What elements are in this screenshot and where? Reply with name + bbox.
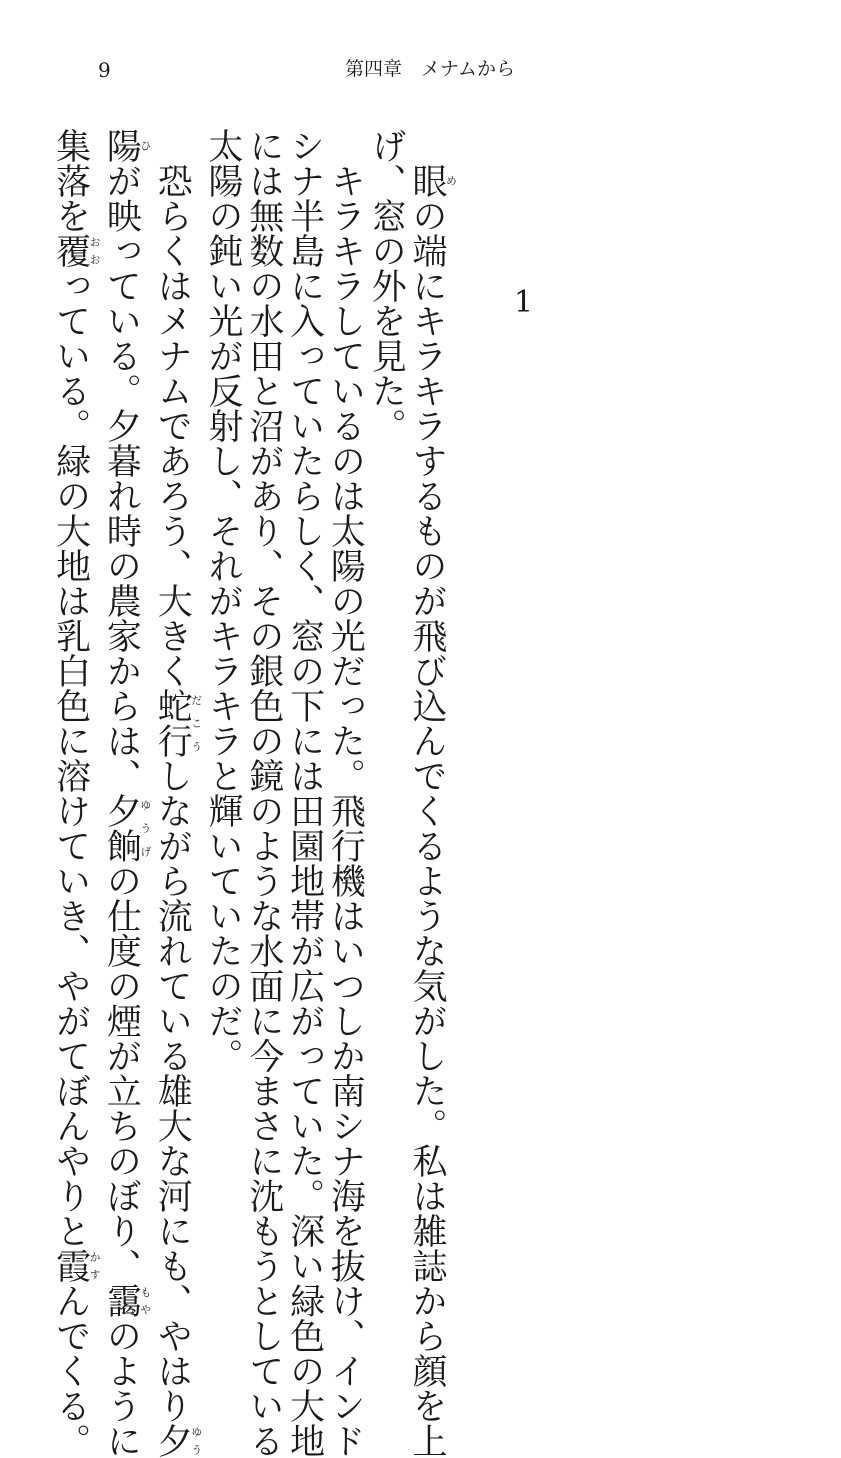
text-line: しながら流れている雄大な河にも、やはり — [152, 758, 193, 1423]
ruby-reading: ゆう — [189, 1423, 203, 1458]
paragraph-1 — [406, 128, 458, 1458]
paragraph-3-line-2 — [101, 128, 152, 1458]
ruby-word: 覆おお — [50, 233, 102, 268]
paragraph-2-line-3 — [243, 128, 284, 1458]
text-line: のように — [101, 1318, 142, 1458]
text-line: が映っている。夕暮れ時の農家からは、 — [101, 163, 142, 793]
ruby-reading: ひ — [138, 128, 152, 163]
running-head: 第四章 メナムから — [345, 58, 516, 80]
paragraph-2 — [325, 128, 366, 1458]
ruby-word: 霞かす — [50, 1248, 102, 1283]
body-text — [50, 128, 458, 1458]
ruby-word: 蛇行だこう — [152, 688, 203, 758]
ruby-word: 靄もや — [101, 1283, 152, 1318]
text-line: げ、窓の外を見た。 — [366, 128, 407, 443]
ruby-reading: め — [444, 163, 458, 198]
text-line: んでくる。 — [50, 1283, 91, 1458]
ruby-word: 夕餉ゆうげ — [101, 793, 152, 863]
ruby-reading: かす — [88, 1248, 102, 1283]
text-line: には無数の水田と沼があり、その銀色の鏡のような水面に今まさに沈もうとしている — [243, 128, 284, 1458]
text-line: の端にキラキラするものが飛び込んでくるような気がした。私は雑誌から顔を上 — [407, 198, 447, 1458]
ruby-reading: ゆうげ — [138, 793, 152, 863]
paragraph-2-line-2 — [284, 128, 325, 1458]
ruby-word: 眼め — [407, 163, 458, 198]
text-line: 太陽の鈍い光が反射し、それがキラキラと輝いていたのだ。 — [203, 128, 244, 1073]
ruby-word: 陽ひ — [101, 128, 152, 163]
text-line: キラキラしているのは太陽の光だった。飛行機はいつしか南シナ海を抜け、インド — [325, 163, 366, 1458]
text-line: シナ半島に入っていたらしく、窓の下には田園地帯が広がっていた。深い緑色の大地 — [284, 128, 325, 1458]
text-line: っている。緑の大地は乳白色に溶けていき、やがてぼんやりと — [50, 268, 91, 1248]
ruby-reading: もや — [138, 1283, 152, 1318]
text-line: 集落を — [50, 128, 91, 233]
paragraph-3 — [151, 128, 203, 1458]
paragraph-2-line-4 — [202, 128, 243, 1118]
page-number: 9 — [98, 58, 111, 82]
ruby-reading: おお — [88, 233, 102, 268]
ruby-word: 夕ゆう — [152, 1423, 203, 1458]
paragraph-1-continued — [365, 128, 406, 1118]
paragraph-3-line-3 — [50, 128, 102, 1458]
ruby-reading: だこう — [189, 688, 203, 758]
section-number: 1 — [514, 285, 534, 320]
text-line: 恐らくはメナムであろう、大きく — [152, 163, 193, 688]
text-line: の仕度の煙が立ちのぼり、 — [101, 863, 142, 1283]
